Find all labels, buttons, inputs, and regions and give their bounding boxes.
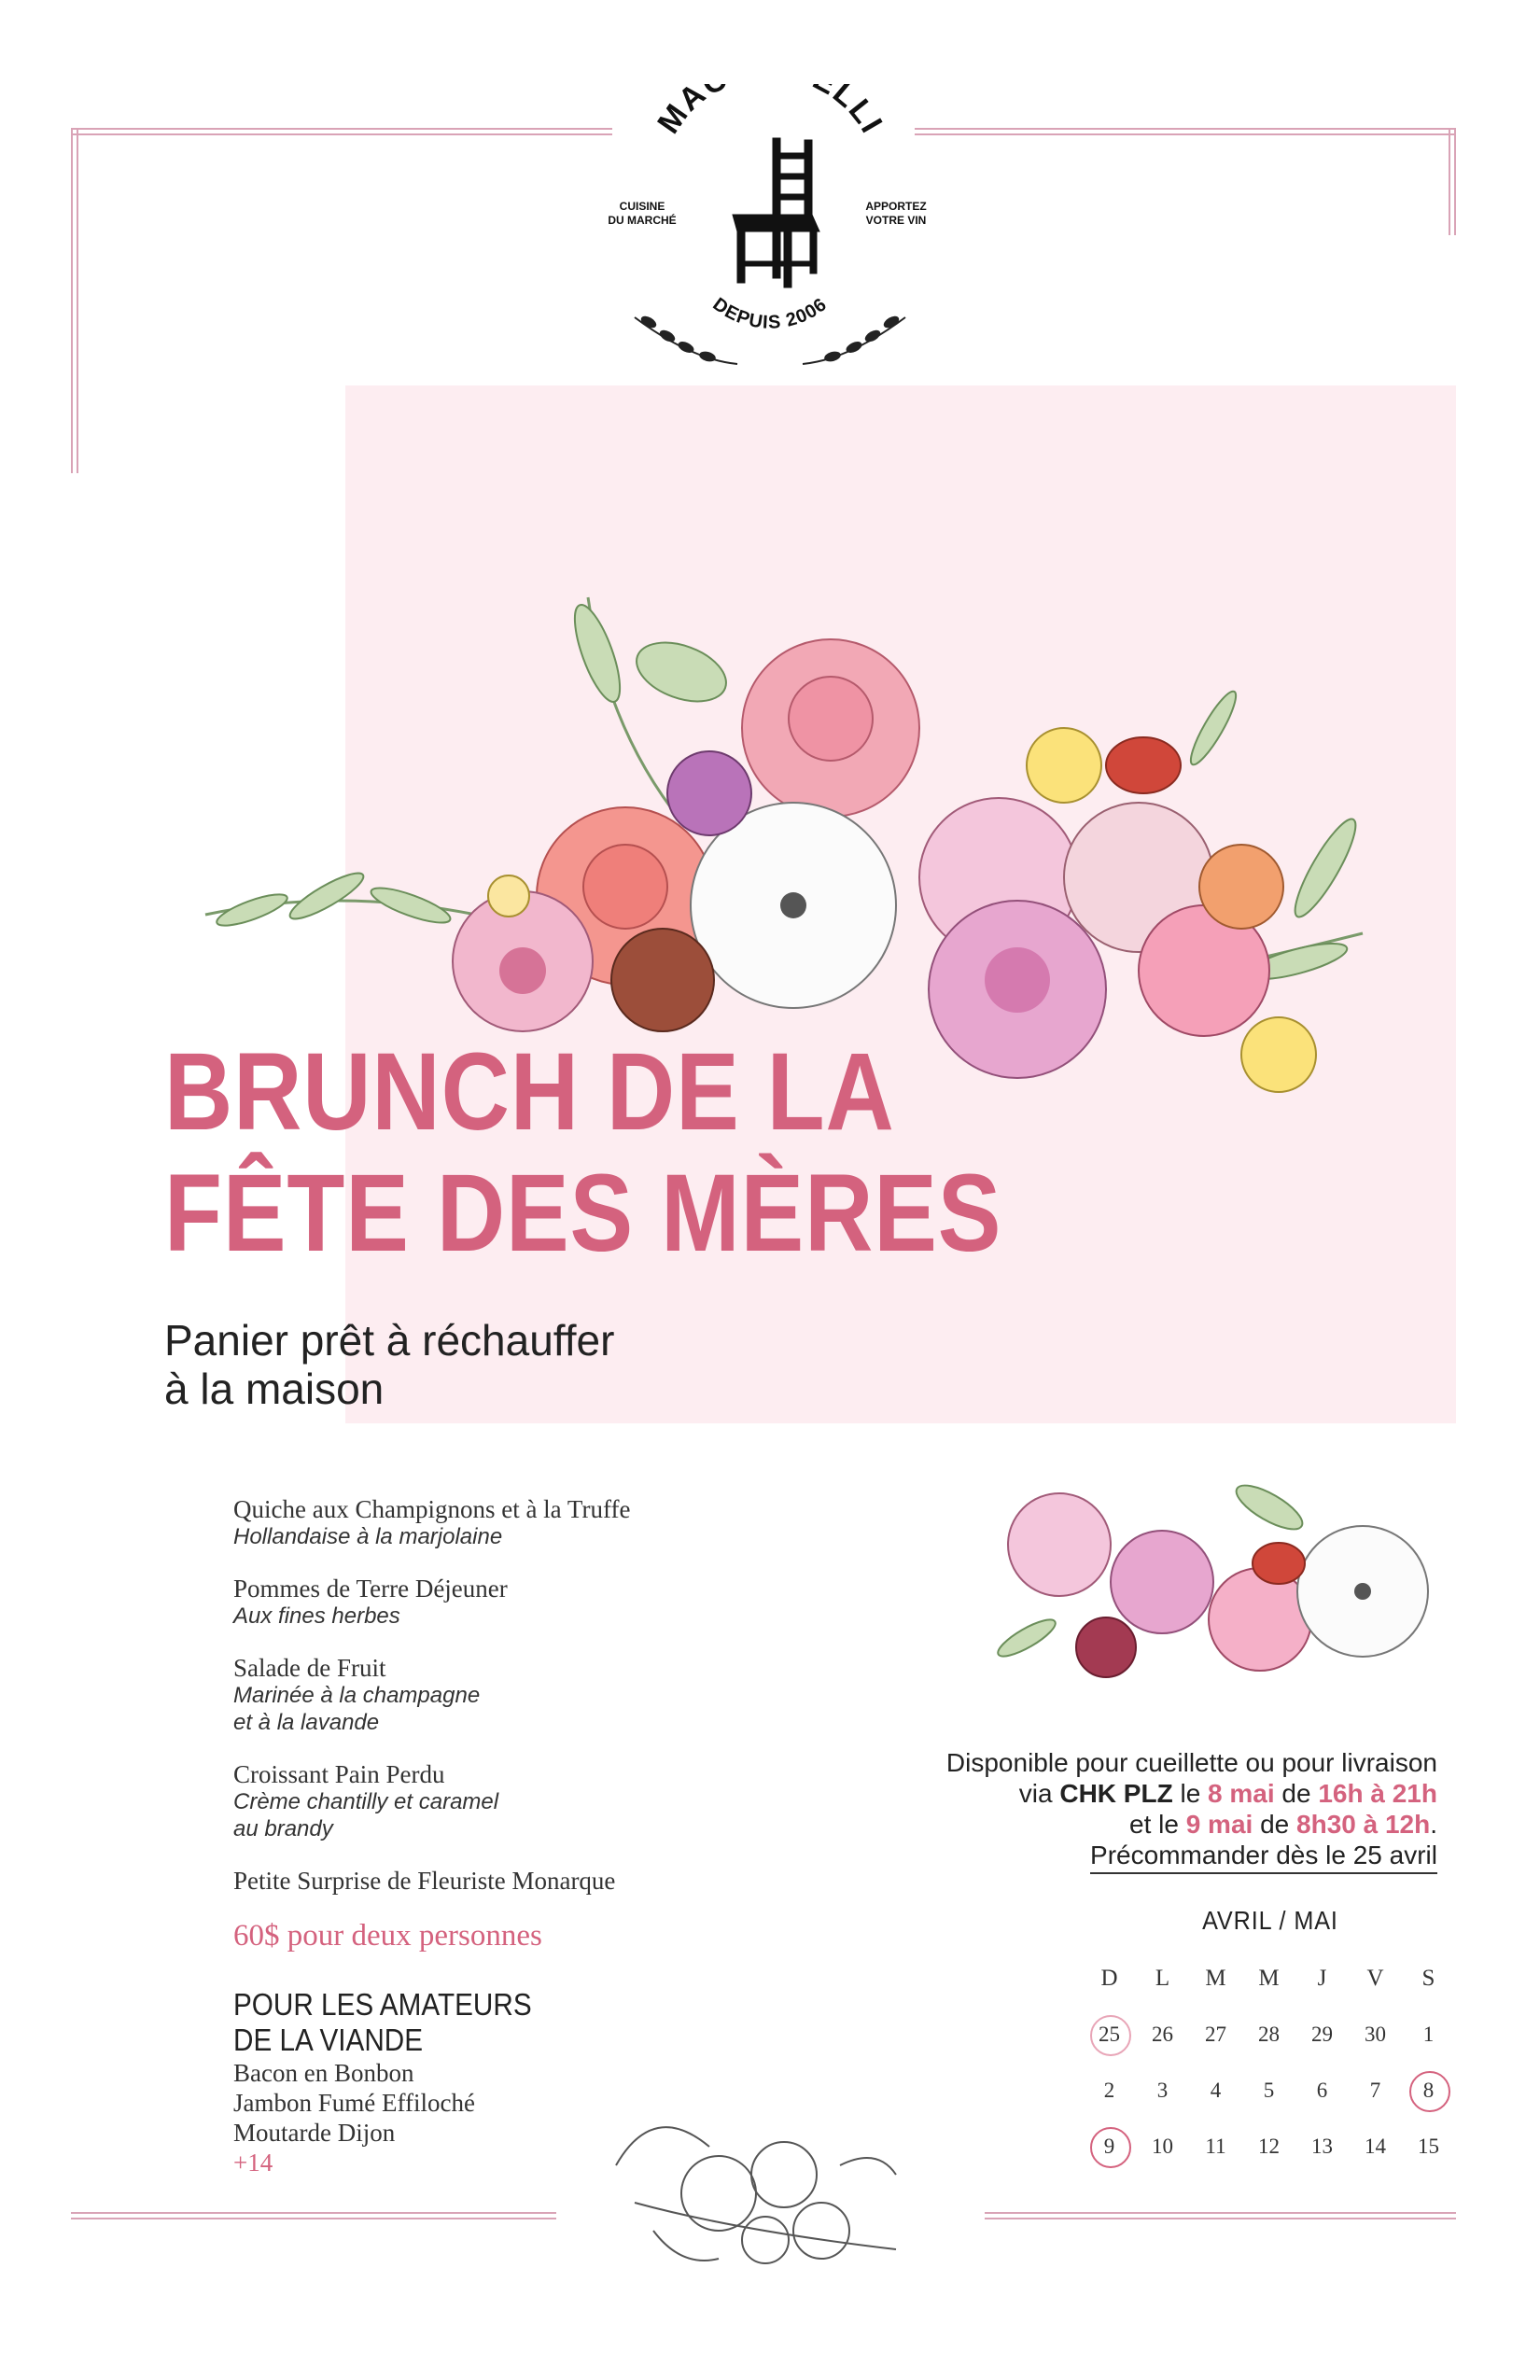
menu-list	[233, 1495, 756, 2177]
title-line2: FÊTE DES MÈRES	[164, 1152, 1002, 1275]
menu-item	[233, 1654, 756, 1736]
time-1: 16h à 21h	[1318, 1779, 1437, 1808]
calendar-weekday-row	[1083, 1951, 1456, 2007]
calendar-title: AVRIL / MAI	[1202, 1906, 1338, 1935]
frame-top-right-line	[915, 128, 1456, 135]
calendar-day: 27	[1205, 2023, 1226, 2046]
calendar-day: 30	[1365, 2023, 1386, 2046]
subtitle-line2: à la maison	[164, 1365, 385, 1413]
meat-section-title-line2: DE LA VIANDE	[233, 2023, 424, 2057]
calendar-weekday: D	[1100, 1966, 1118, 1991]
meat-item: Jambon Fumé Effiloché	[233, 2089, 475, 2117]
menu-item	[233, 1575, 756, 1630]
price-label: 60$ pour deux personnes	[233, 1919, 542, 1953]
calendar	[1083, 1951, 1456, 2175]
date-2: 9 mai	[1185, 1810, 1253, 1839]
logo-left-line1: CUISINE	[619, 200, 665, 213]
calendar-day: 11	[1205, 2135, 1226, 2158]
subtitle-line1: Panier prêt à réchauffer	[164, 1316, 615, 1365]
menu-item-desc: Hollandaise à la marjolaine	[233, 1524, 503, 1549]
line-art-flower-illustration	[597, 2091, 924, 2287]
via-text: via	[1018, 1779, 1060, 1808]
calendar-day: 28	[1258, 2023, 1280, 2046]
calendar-day: 10	[1152, 2135, 1173, 2158]
menu-item-desc: Crème chantilly et caramel	[233, 1789, 499, 1814]
date-1: 8 mai	[1208, 1779, 1275, 1808]
frame-left-line	[71, 128, 78, 473]
menu-item-name: Petite Surprise de Fleuriste Monarque	[233, 1867, 616, 1895]
calendar-day: 15	[1418, 2135, 1439, 2158]
availability-line2	[821, 1778, 1437, 1809]
de-text: de	[1253, 1810, 1297, 1839]
meat-item: Moutarde Dijon	[233, 2119, 396, 2147]
frame-top-left-line	[71, 128, 612, 135]
menu-item	[233, 1760, 756, 1842]
machiavelli-logo	[597, 84, 943, 383]
calendar-week-row	[1083, 2119, 1456, 2175]
menu-item-desc: Marinée à la champagne	[233, 1683, 481, 1708]
calendar-day: 13	[1311, 2135, 1333, 2158]
availability-line3	[821, 1809, 1437, 1840]
calendar-day: 2	[1103, 2079, 1115, 2102]
calendar-day: 4	[1210, 2079, 1222, 2102]
calendar-day: 7	[1369, 2079, 1381, 2102]
small-flower-illustration	[989, 1479, 1456, 1708]
calendar-day: 29	[1311, 2023, 1333, 2046]
preorder-text: Précommander dès le 25 avril	[1090, 1840, 1437, 1874]
svg-text:DEPUIS 2006: DEPUIS 2006	[708, 293, 832, 333]
calendar-day-highlighted: 25	[1083, 2023, 1136, 2047]
calendar-day-highlighted: 8	[1402, 2079, 1455, 2103]
page-title	[164, 1031, 1098, 1274]
menu-item-name: Pommes de Terre Déjeuner	[233, 1575, 508, 1603]
calendar-weekday: M	[1205, 1966, 1226, 1991]
meat-section-title-line1: POUR LES AMATEURS	[233, 1987, 532, 2022]
frame-bottom-left-line	[71, 2212, 556, 2219]
delivery-partner: CHK PLZ	[1059, 1779, 1173, 1808]
calendar-weekday: M	[1258, 1966, 1280, 1991]
calendar-day: 3	[1156, 2079, 1169, 2102]
period: .	[1430, 1810, 1437, 1839]
calendar-weekday: J	[1317, 1966, 1327, 1991]
availability-info	[821, 1747, 1437, 1874]
meat-extra-price: +14	[233, 2149, 273, 2177]
time-2: 8h30 à 12h	[1296, 1810, 1431, 1839]
title-line1: BRUNCH DE LA	[164, 1030, 895, 1154]
frame-bottom-right-line	[985, 2212, 1456, 2219]
calendar-day: 1	[1422, 2023, 1435, 2046]
calendar-day: 26	[1152, 2023, 1173, 2046]
availability-line1: Disponible pour cueillette ou pour livraison	[945, 1748, 1437, 1777]
subtitle	[164, 1316, 818, 1413]
logo-right-line2: VOTRE VIN	[865, 214, 927, 227]
calendar-week-row	[1083, 2063, 1456, 2119]
logo-left-line2: DU MARCHÉ	[608, 214, 677, 227]
menu-item	[233, 1867, 756, 1895]
et-le-text: et le	[1129, 1810, 1186, 1839]
le-text: le	[1172, 1779, 1209, 1808]
menu-item-name: Croissant Pain Perdu	[233, 1760, 445, 1788]
meat-item: Bacon en Bonbon	[233, 2059, 414, 2087]
de-text: de	[1274, 1779, 1319, 1808]
menu-item	[233, 1495, 756, 1550]
menu-item-desc: au brandy	[233, 1816, 333, 1841]
calendar-weekday: V	[1366, 1966, 1384, 1991]
menu-item-desc: Aux fines herbes	[233, 1603, 400, 1629]
calendar-weekday: S	[1421, 1966, 1435, 1991]
frame-right-line	[1449, 128, 1456, 235]
calendar-day-highlighted: 9	[1083, 2135, 1136, 2159]
calendar-day: 5	[1263, 2079, 1275, 2102]
menu-item-name: Quiche aux Champignons et à la Truffe	[233, 1495, 631, 1523]
logo-right-line1: APPORTEZ	[865, 200, 927, 213]
calendar-week-row	[1083, 2007, 1456, 2063]
calendar-day: 14	[1365, 2135, 1386, 2158]
calendar-weekday: L	[1155, 1966, 1170, 1991]
calendar-day: 6	[1316, 2079, 1328, 2102]
calendar-day: 12	[1258, 2135, 1280, 2158]
menu-item-name: Salade de Fruit	[233, 1654, 386, 1682]
svg-text:MACHIAVELLI: MA LLI	[651, 84, 890, 141]
menu-item-desc: et à la lavande	[233, 1710, 380, 1735]
